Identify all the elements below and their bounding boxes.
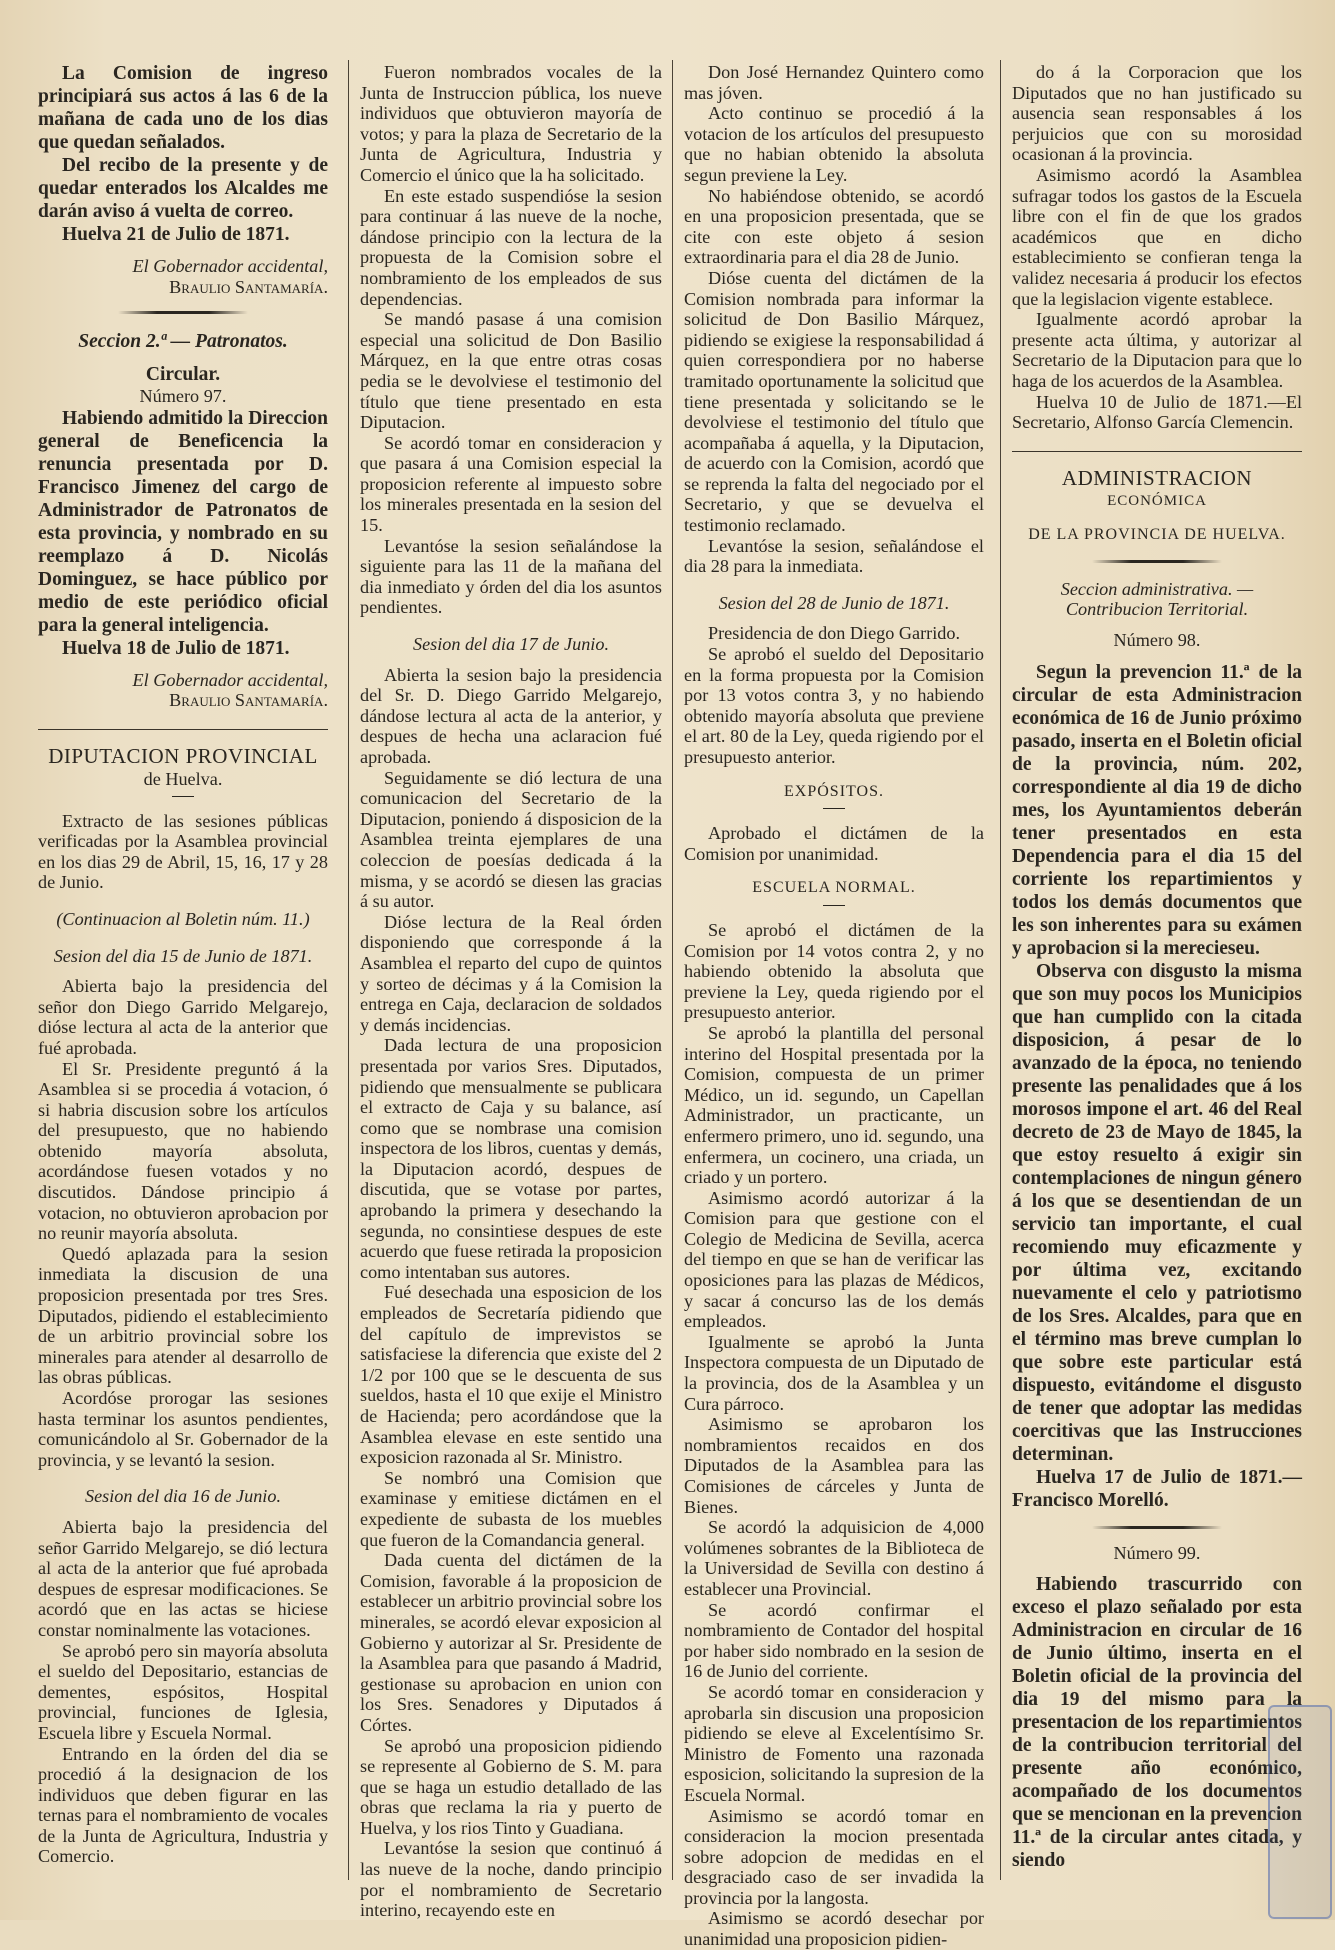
paragraph: Habiendo trascurrido con exceso el plazo señalado por esta Administracion en circular de 16 de Junio último, inserta en el Boletin oficial de la provincia del dia 19 del mismo para la presentacion de los repartimientos de la contribucion territorial del presente año económico, acompañado de los documentos que se mencionan en la prevencion 11.ª de la circular antes citada, y siendo — [1012, 1574, 1302, 1872]
paragraph: Abierta bajo la presidencia del señor Garrido Melgarejo, se dió lectura al acta de la anterior que fué aprobada despues de espresar modificaciones. Se acordó que en las actas se hiciese constar nominalmente las votaciones. — [38, 1516, 328, 1640]
paragraph: Seguidamente se dió lectura de una comunicacion del Secretario de la Diputacion, poniendo á disposicion de la Asamblea treinta ejemplares de una coleccion de poesías dedicada á la misma, y se acordó se diesen las gracias á su autor. — [360, 767, 662, 912]
paragraph: El Sr. Presidente preguntó á la Asamblea si se procedia á votacion, ó si habria discusion sobre los artículos del presupuesto, que no habiendo obtenido mayoría absoluta, acordándose fuesen votados y no discutidos. Dándose principio á votacion, no obtuvieron aprobacion por no reunir mayoría absoluta. — [38, 1058, 328, 1244]
paragraph: Se aprobó el dictámen de la Comision por 14 votos contra 2, y no habiendo obtenido la absoluta que previene la Ley, queda rigiendo por el presupuesto anterior. — [684, 919, 984, 1023]
dateline: Huelva 18 de Julio de 1871. — [62, 637, 290, 659]
section-subheading: DE LA PROVINCIA DE HUELVA. — [1028, 526, 1286, 544]
section-heading: (Continuacion al Boletin núm. 11.) — [56, 908, 310, 929]
dateline: Huelva 17 de Julio de 1871.— Francisco Morelló. — [1012, 1466, 1302, 1511]
paragraph: Asimismo se acordó desechar por unanimidad una proposicion pidien- — [684, 1908, 984, 1950]
paragraph: Se aprobó el sueldo del Depositario en la forma propuesta por la Comision por 13 votos contra 3, y no habiendo obtenido mayoría absoluta que previene el art. 80 de la Ley, queda rigiendo por el presupuesto anterior. — [684, 644, 984, 767]
library-stamp — [1268, 1705, 1332, 1919]
notice-number: Número 99. — [1113, 1542, 1201, 1563]
paragraph: Se aprobó la plantilla del personal interino del Hospital presentada por la Comision, compuesta de un primer Médico, un id. segundo, un Capellan Administrador, un practicante, un enfermero primero, uno id. segundo, una enfermera, un cocinero, una criada, un criado y un portero. — [684, 1022, 984, 1188]
section-heading: ADMINISTRACION — [1061, 465, 1253, 490]
section-subheading: ECONÓMICA — [1107, 492, 1207, 509]
paragraph: La Comision de ingreso principiará sus actos á las 6 de la mañana de cada uno de los dias que quedan señalados. — [38, 63, 328, 153]
dateline: Huelva 10 de Julio de 1871.—El Secretario, Alfonso García Clemencin. — [1012, 391, 1302, 433]
paragraph: Se acordó la adquisicion de 4,000 volúmenes sobrantes de la Biblioteca de la Universidad de Sevilla con destino á establecer una Provincial. — [684, 1517, 984, 1599]
dateline: Huelva 21 de Julio de 1871. — [62, 224, 290, 245]
paragraph: Levantóse la sesion, señalándose el dia 28 para la inmediata. — [684, 535, 984, 577]
column-rule — [1000, 60, 1001, 1880]
section-subheading: de Huelva. — [143, 768, 223, 789]
paragraph: Del recibo de la presente y de quedar enterados los Alcaldes me darán aviso á vuelta de correo. — [38, 155, 328, 222]
paragraph: Acordóse prorogar las sesiones hasta terminar los asuntos pendientes, comunicándolo al Sr. Gobernador de la provincia, y se levantó la sesion. — [38, 1388, 328, 1470]
ornament-rule — [1092, 560, 1222, 563]
paragraph: Se nombró una Comision que examinase y emitiese dictámen en el expediente de subasta de los muebles que fueron de la Comandancia general. — [360, 1467, 662, 1550]
paragraph: Aprobado el dictámen de la Comision por unanimidad. — [684, 823, 984, 864]
paragraph: Igualmente se aprobó la Junta Inspectora compuesta de un Diputado de la provincia, dos de la Asamblea y un Cura párroco. — [684, 1331, 984, 1414]
column-4 — [1012, 62, 1302, 1920]
paragraph: Igualmente acordó aprobar la presente acta última, y autorizar al Secretario de la Diputacion para que lo haga de los acuerdos de la Asamblea. — [1012, 309, 1302, 391]
paragraph: Asimismo se aprobaron los nombramientos recaidos en dos Diputados de la Asamblea para las Comisiones de cárceles y Junta de Bienes. — [684, 1414, 984, 1517]
paragraph: No habiéndose obtenido, se acordó en una proposicion presentada, que se cite con este objeto á sesion extraordinaria para el dia 28 de Junio. — [684, 185, 984, 268]
signature-title: El Gobernador accidental, — [132, 256, 328, 276]
paragraph: Don José Hernandez Quintero como mas jóven. — [684, 62, 984, 103]
divider — [172, 796, 194, 797]
divider — [823, 808, 845, 809]
paragraph: Se aprobó pero sin mayoría absoluta el sueldo del Depositario, estancias de dementes, espósitos, Hospital provincial, funciones de Iglesia, Escuela libre y Escuela Normal. — [38, 1640, 328, 1743]
paragraph: Extracto de las sesiones públicas verificadas por la Asamblea provincial en los dias 29 de Abril, 15, 16, 17 y 28 de Junio. — [38, 810, 328, 893]
section-heading: Seccion administrativa. — Contribucion Territorial. — [1060, 578, 1254, 620]
paragraph: Se acordó tomar en consideracion y aprobarla sin discusion una proposicion pidiendo se eleve al Excelentísimo Sr. Ministro de Fomento una razonada esposicion, solicitando la supresion de la Escuela Normal. — [684, 1681, 984, 1805]
paragraph: do á la Corporacion que los Diputados que no han justificado su ausencia sean responsables á los perjuicios que con su morosidad ocasionan á la provincia. — [1012, 62, 1302, 165]
paragraph: Quedó aplazada para la sesion inmediata la discusion de una proposicion presentada por tres Sres. Diputados, pidiendo el establecimiento de un arbitrio provincial sobre los minerales para atender al desarrollo de las obras públicas. — [38, 1243, 328, 1388]
signature-name: Braulio Santamaría. — [169, 690, 328, 711]
paragraph: Se mandó pasase á una comision especial una solicitud de Don Basilio Márquez, en la que entre otras cosas pedia se le devolviese el testimonio del título que tiene presentado en esta Diputacion. — [360, 309, 662, 433]
section-heading: Sesion del dia 15 de Junio de 1871. — [53, 945, 313, 966]
paragraph: Presidencia de don Diego Garrido. — [708, 623, 961, 644]
section-heading: Sesion del 28 de Junio de 1871. — [718, 592, 950, 613]
paragraph: Entrando en la órden del dia se procedió á la designacion de los individuos que deben figurar en las ternas para el nombramiento de vocales de la Junta de Agricultura, Industria y Comercio. — [38, 1743, 328, 1867]
paragraph: Asimismo acordó autorizar á la Comision para que gestione con el Colegio de Medicina de Sevilla, acerca del tiempo en que se han de verificar las oposiciones para las plazas de Médicos, y sacar á concurso las de los demás empleados. — [684, 1187, 984, 1332]
section-heading: DIPUTACION PROVINCIAL — [48, 743, 318, 768]
paragraph: Se acordó tomar en consideracion y que pasara á una Comision especial la proposicion referente al impuesto sobre los minerales presentada en la sesion del 15. — [360, 432, 662, 536]
paragraph: En este estado suspendióse la sesion para continuar á las nueve de la noche, dándose principio con la lectura de la propuesta de la Comision sobre el nombramiento de los empleados de sus dependencias. — [360, 185, 662, 309]
section-heading: Seccion 2.ª — Patronatos. — [78, 331, 288, 353]
paragraph: Observa con disgusto la misma que son muy pocos los Municipios que han cumplido con la citada disposicion, á pesar de lo avanzado de la época, no teniendo presente las penalidades que á los morosos impone el art. 46 del Real decreto de 23 de Mayo de 1845, la que estoy resuelto á exigir sin contemplaciones de ningun género á los que se desentiendan de un servicio tan importante, el cual recomiendo muy eficazmente y por última vez, excitando nuevamente el celo y patriotismo de los Sres. Alcaldes, para que en el término mas breve cumplan lo que sobre este particular está dispuesto, evitándome el disgusto de tener que adoptar las medidas coercitivas que las Instrucciones determinan. — [1012, 960, 1302, 1465]
ornament-rule — [1092, 1526, 1222, 1529]
divider — [1012, 451, 1302, 452]
paragraph: Asimismo se acordó tomar en consideracion la mocion presentada sobre adopcion de medidas en el desgraciado caso de ser invadida la provincia por la langosta. — [684, 1805, 984, 1908]
column-2 — [360, 62, 662, 1920]
notice-number: Número 98. — [1113, 630, 1201, 651]
section-heading: Sesion del dia 16 de Junio. — [85, 1486, 281, 1507]
paragraph: Levantóse la sesion que continuó á las nueve de la noche, dando principio por el nombramiento de Secretario interino, recayendo este en — [360, 1838, 662, 1921]
paragraph: Dióse cuenta del dictámen de la Comision nombrada para informar la solicitud de Don Basilio Márquez, pidiendo se exigiese la responsabilidad á quien correspondiera por no haberse tramitado oportunamente la solicitud que tiene presentada y solicitando se le devolviese el testimonio del título que acompañaba á aquella, y la Diputacion, de acuerdo con la Comision, acordó que se reprenda la falta del negociado por el Secretario, y que se devuelva el testimonio reclamado. — [684, 267, 984, 536]
column-3 — [684, 62, 984, 1950]
notice-number: Número 97. — [139, 386, 227, 407]
section-heading: EXPÓSITOS. — [784, 782, 884, 800]
section-heading: ESCUELA NORMAL. — [752, 879, 916, 897]
paragraph: Fueron nombrados vocales de la Junta de Instruccion pública, los nueve individuos que obtuvieron mayoría de votos; y para la plaza de Secretario de la Junta de Agricultura, Industria y Comercio el único que la ha solicitado. — [360, 62, 662, 185]
paragraph: Fué desechada una esposicion de los empleados de Secretaría pidiendo que del capítulo de imprevistos se satisfaciese la diferencia que existe del 2 1/2 por 100 que se le descuenta de sus sueldos, hasta el 10 que exije el Ministro de Hacienda; pero acordándose que la Asamblea elevase en este sentido una exposicion razonada al Sr. Ministro. — [360, 1282, 662, 1468]
paragraph: Dada cuenta del dictámen de la Comision, favorable á la proposicion de establecer un arbitrio provincial sobre los minerales, se acordó elevar exposicion al Gobierno y autorizar al Sr. Presidente de la Asamblea para que pasando á Madrid, gestionase su aprobacion en union con los Sres. Senadores y Diputados á Córtes. — [360, 1550, 662, 1735]
paragraph: Abierta bajo la presidencia del señor don Diego Garrido Melgarejo, dióse lectura al acta de la anterior que fué aprobada. — [38, 976, 328, 1058]
paragraph: Dada lectura de una proposicion presentada por varios Sres. Diputados, pidiendo que mensualmente se publicara el extracto de Caja y su balance, así como que se nombrase una comision inspectora de los libros, cuentas y demás, la Diputacion acordó, despues de discutida, que se votase por partes, aprobando la primera y desechando la segunda, no consintiese despues de este acuerdo que fuese retirada la proposicion como intentaban sus autores. — [360, 1035, 662, 1282]
paragraph: Levantóse la sesion señalándose la siguiente para las 11 de la mañana del dia inmediato y órden del dia los asuntos pendientes. — [360, 535, 662, 618]
column-rule — [672, 60, 673, 1880]
ornament-rule — [118, 311, 248, 314]
paragraph: Segun la prevencion 11.ª de la circular de esta Administracion económica de 16 de Junio próximo pasado, inserta en el Boletin oficial de la provincia, núm. 202, correspondiente al dia 19 de dicho mes, los Ayuntamientos deberán tener presentados en esta Dependencia para el dia 15 del corriente los repartimientos y todos los demás documentos que les son inherentes para su exámen y aprobacion si la merecieseu. — [1012, 661, 1302, 959]
signature-title: El Gobernador accidental, — [132, 669, 328, 690]
paragraph: Se acordó confirmar el nombramiento de Contador del hospital por haber sido nombrado en la sesion de 16 de Junio del corriente. — [684, 1599, 984, 1682]
divider — [38, 729, 328, 730]
paragraph: Dióse lectura de la Real órden disponiendo que corresponde á la Asamblea el reparto del cupo de quintos y sorteo de décimas y á la Comision la entrega en Caja, declaracion de soldados y demás incidencias. — [360, 911, 662, 1035]
signature-name: Braulio Santamaría. — [169, 276, 328, 297]
paragraph: Asimismo acordó la Asamblea sufragar todos los gastos de la Escuela libre con el fin de que los grados académicos que en dicho establecimiento se confieran tenga la validez necesaria á producir los efectos que la legislacion vigente establece. — [1012, 164, 1302, 309]
column-rule — [348, 60, 349, 1880]
section-heading: Circular. — [145, 364, 221, 386]
paragraph: Abierta la sesion bajo la presidencia del Sr. D. Diego Garrido Melgarejo, dándose lectura al acta de la anterior, y despues de hecha una aclaracion fué aprobada. — [360, 664, 662, 767]
divider — [823, 905, 845, 906]
paragraph: Se aprobó una proposicion pidiendo se represente al Gobierno de S. M. para que se haga un estudio detallado de las obras que reclama la ria y puerto de Huelva, y los rios Tinto y Guadiana. — [360, 1735, 662, 1838]
section-heading: Sesion del dia 17 de Junio. — [413, 634, 609, 655]
column-1 — [38, 62, 328, 1920]
paragraph: Habiendo admitido la Direccion general de Beneficencia la renuncia presentada por D. Francisco Jimenez del cargo de Administrador de Patronatos de esta provincia, y nombrado en su reemplazo á D. Nicolás Dominguez, se hace público por medio de este periódico oficial para la general inteligencia. — [38, 407, 328, 636]
paragraph: Acto continuo se procedió á la votacion de los artículos del presupuesto que no habian obtenido la absoluta segun previene la Ley. — [684, 103, 984, 185]
